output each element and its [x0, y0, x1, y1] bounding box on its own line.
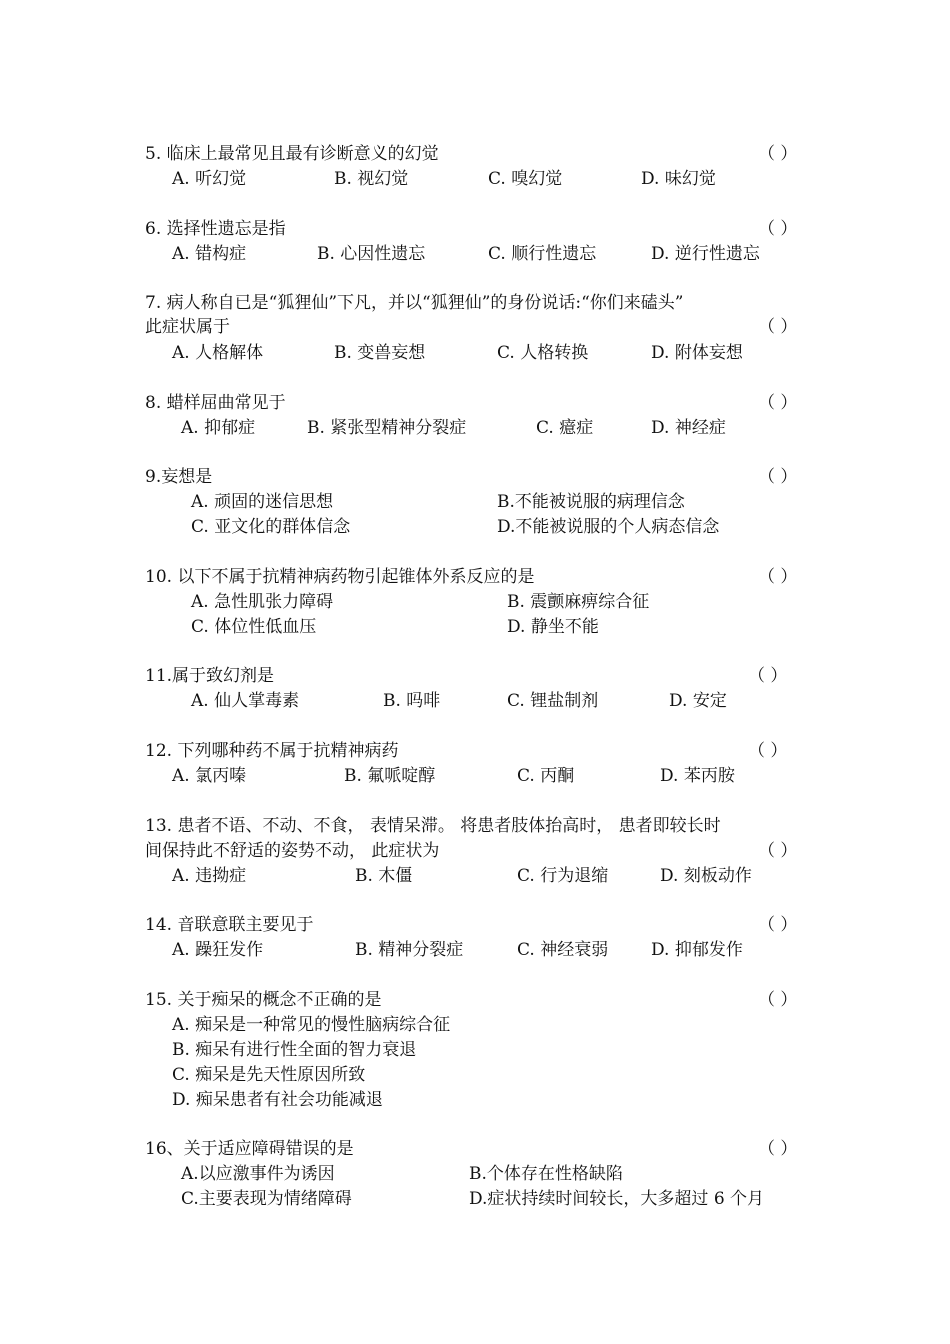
question-13-option-a: A. 违拗症 [172, 866, 247, 886]
question-16-option-d: D.症状持续时间较长，大多超过 6 个月 [469, 1189, 765, 1209]
question-14-option-b: B. 精神分裂症 [355, 940, 464, 960]
question-16-option-c: C.主要表现为情绪障碍 [181, 1189, 352, 1209]
question-10-option-c: C. 体位性低血压 [191, 617, 317, 637]
question-15-stem: 15. 关于痴呆的概念不正确的是 [145, 990, 382, 1010]
question-13-option-d: D. 刻板动作 [660, 866, 752, 886]
question-5-option-b: B. 视幻觉 [334, 169, 409, 189]
question-7-option-d: D. 附体妄想 [651, 343, 743, 363]
question-11-stem: 11.属于致幻剂是 [145, 666, 275, 686]
question-10-stem: 10. 以下不属于抗精神病药物引起锥体外系反应的是 [145, 567, 535, 587]
question-8-option-c: C. 癔症 [536, 418, 594, 438]
question-14-answer-blank: （ ） [758, 915, 798, 935]
question-14-option-d: D. 抑郁发作 [651, 940, 743, 960]
question-16-option-a: A.以应激事件为诱因 [181, 1164, 335, 1184]
question-5-option-c: C. 嗅幻觉 [488, 169, 563, 189]
question-9-stem: 9.妄想是 [145, 467, 213, 487]
question-14-option-c: C. 神经衰弱 [517, 940, 609, 960]
question-5-stem: 5. 临床上最常见且最有诊断意义的幻觉 [145, 144, 439, 164]
question-7-stem: 7. 病人称自已是“狐狸仙”下凡，并以“狐狸仙”的身份说话:“你们来磕头” [145, 293, 684, 313]
question-7-answer-blank: （ ） [758, 317, 798, 337]
question-15-option-a: A. 痴呆是一种常见的慢性脑病综合征 [172, 1015, 451, 1035]
question-10-option-a: A. 急性肌张力障碍 [191, 592, 334, 612]
question-15-option-c: C. 痴呆是先天性原因所致 [172, 1065, 366, 1085]
question-11-option-a: A. 仙人掌毒素 [191, 691, 300, 711]
question-6-option-a: A. 错构症 [172, 244, 247, 264]
question-7-option-a: A. 人格解体 [172, 343, 264, 363]
question-11-option-c: C. 锂盐制剂 [507, 691, 599, 711]
question-8-option-a: A. 抑郁症 [181, 418, 256, 438]
question-10-answer-blank: （ ） [758, 567, 798, 587]
question-9-option-a: A. 顽固的迷信思想 [191, 492, 334, 512]
question-9-option-d: D.不能被说服的个人病态信念 [497, 517, 720, 537]
question-11-option-b: B. 吗啡 [383, 691, 441, 711]
question-16-stem: 16、关于适应障碍错误的是 [145, 1139, 354, 1159]
question-7-option-c: C. 人格转换 [497, 343, 589, 363]
question-9-answer-blank: （ ） [758, 467, 798, 487]
question-13-stem: 13. 患者不语、不动、不食， 表情呆滞。 将患者肢体抬高时， 患者即较长时 [145, 816, 721, 836]
question-8-answer-blank: （ ） [758, 393, 798, 413]
question-6-answer-blank: （ ） [758, 219, 798, 239]
question-6-option-c: C. 顺行性遗忘 [488, 244, 597, 264]
question-12-stem: 12. 下列哪种药不属于抗精神病药 [145, 741, 399, 761]
question-13-stem-continued: 间保持此不舒适的姿势不动， 此症状为 [145, 841, 440, 861]
question-13-option-b: B. 木僵 [355, 866, 413, 886]
question-14-option-a: A. 躁狂发作 [172, 940, 264, 960]
question-8-option-d: D. 神经症 [651, 418, 726, 438]
question-13-answer-blank: （ ） [758, 841, 798, 861]
question-12-answer-blank: （ ） [748, 741, 788, 761]
question-7-stem-continued: 此症状属于 [145, 317, 230, 337]
question-16-option-b: B.个体存在性格缺陷 [469, 1164, 623, 1184]
question-7-option-b: B. 变兽妄想 [334, 343, 426, 363]
question-8-option-b: B. 紧张型精神分裂症 [307, 418, 467, 438]
question-14-stem: 14. 音联意联主要见于 [145, 915, 314, 935]
question-13-option-c: C. 行为退缩 [517, 866, 609, 886]
question-12-option-b: B. 氟哌啶醇 [344, 766, 436, 786]
question-8-stem: 8. 蜡样屈曲常见于 [145, 393, 286, 413]
question-9-option-c: C. 亚文化的群体信念 [191, 517, 351, 537]
question-6-option-b: B. 心因性遗忘 [317, 244, 426, 264]
question-10-option-b: B. 震颤麻痹综合征 [507, 592, 650, 612]
question-5-answer-blank: （ ） [758, 144, 798, 164]
question-5-option-d: D. 味幻觉 [641, 169, 716, 189]
question-15-option-b: B. 痴呆有进行性全面的智力衰退 [172, 1040, 417, 1060]
question-9-option-b: B.不能被说服的病理信念 [497, 492, 685, 512]
question-6-option-d: D. 逆行性遗忘 [651, 244, 760, 264]
question-11-option-d: D. 安定 [669, 691, 727, 711]
question-6-stem: 6. 选择性遗忘是指 [145, 219, 286, 239]
question-11-answer-blank: （ ） [748, 666, 788, 686]
question-15-answer-blank: （ ） [758, 990, 798, 1010]
question-15-option-d: D. 痴呆患者有社会功能减退 [172, 1090, 383, 1110]
question-16-answer-blank: （ ） [758, 1139, 798, 1159]
question-12-option-a: A. 氯丙嗪 [172, 766, 247, 786]
question-10-option-d: D. 静坐不能 [507, 617, 599, 637]
question-12-option-c: C. 丙酮 [517, 766, 575, 786]
question-12-option-d: D. 苯丙胺 [660, 766, 735, 786]
question-5-option-a: A. 听幻觉 [172, 169, 247, 189]
